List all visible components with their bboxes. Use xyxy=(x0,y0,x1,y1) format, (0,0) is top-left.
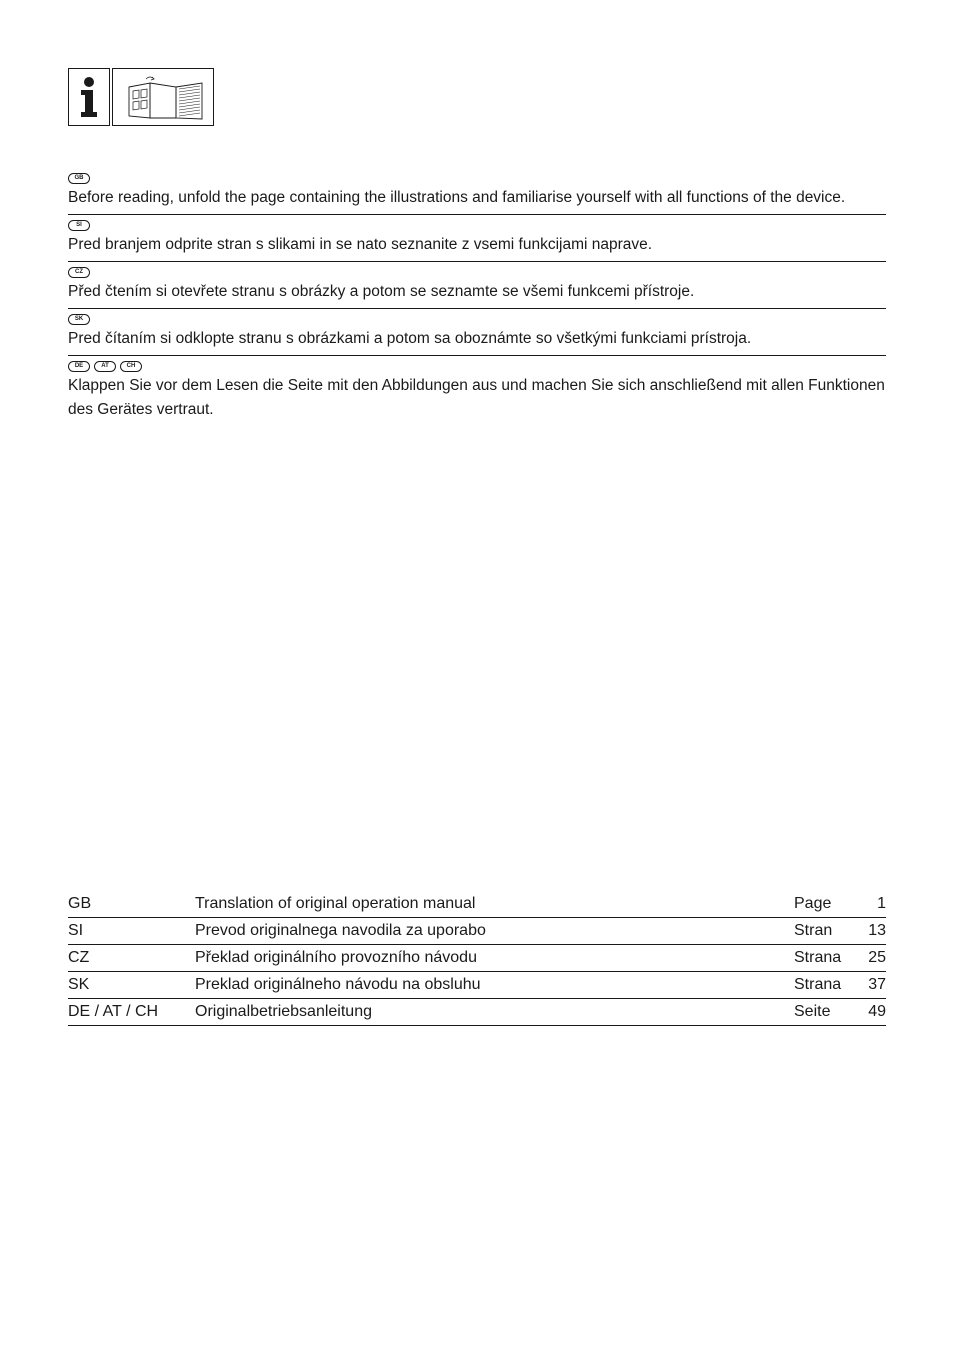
note-si xyxy=(68,214,886,261)
toc-language-code: GB xyxy=(68,891,195,918)
language-badges xyxy=(68,219,886,232)
note-text: Pred čítaním si odklopte stranu s obrázkami a potom sa oboznámte so všetkými funkciami prístroja. xyxy=(68,330,752,347)
toc-title: Prevod originalnega navodila za uporabo xyxy=(195,918,794,945)
info-icon xyxy=(68,68,110,126)
language-badge: GB xyxy=(68,173,90,184)
toc-row xyxy=(68,945,886,972)
toc-row xyxy=(68,999,886,1026)
toc-title: Translation of original operation manual xyxy=(195,891,794,918)
toc-page-number: 25 xyxy=(856,945,886,972)
toc-page-number: 13 xyxy=(856,918,886,945)
toc-page-word: Strana xyxy=(794,972,856,999)
language-badge: CH xyxy=(120,361,142,372)
language-badge: DE xyxy=(68,361,90,372)
language-badge: SK xyxy=(68,314,90,325)
language-badge: SI xyxy=(68,220,90,231)
toc-row xyxy=(68,972,886,999)
toc-language-code: SK xyxy=(68,972,195,999)
language-notes xyxy=(68,168,886,426)
note-text: Pred branjem odprite stran s slikami in se nato seznanite z vsemi funkcijami naprave. xyxy=(68,236,653,253)
language-badge: AT xyxy=(94,361,116,372)
toc-row xyxy=(68,891,886,918)
toc-language-code: DE / AT / CH xyxy=(68,999,195,1026)
toc-title: Preklad originálneho návodu na obsluhu xyxy=(195,972,794,999)
note-text: Before reading, unfold the page containing the illustrations and familiarise yourself with all functions of the device. xyxy=(68,189,846,206)
note-gb xyxy=(68,168,886,214)
toc-page-word: Strana xyxy=(794,945,856,972)
language-badges xyxy=(68,360,886,373)
toc-title: Překlad originálního provozního návodu xyxy=(195,945,794,972)
language-badges xyxy=(68,313,886,326)
toc-row xyxy=(68,918,886,945)
toc-page-word: Seite xyxy=(794,999,856,1026)
toc-title: Originalbetriebsanleitung xyxy=(195,999,794,1026)
note-text: Před čtením si otevřete stranu s obrázky a potom se seznamte se všemi funkcemi přístroje. xyxy=(68,283,695,300)
table-of-contents xyxy=(68,891,886,1026)
toc-page-number: 49 xyxy=(856,999,886,1026)
language-badge: CZ xyxy=(68,267,90,278)
toc-page-number: 1 xyxy=(856,891,886,918)
note-de-at-ch xyxy=(68,355,886,426)
note-cz xyxy=(68,261,886,308)
toc-language-code: SI xyxy=(68,918,195,945)
note-text: Klappen Sie vor dem Lesen die Seite mit den Abbildungen aus und machen Sie sich anschließend mit allen Funktionen des Gerätes vertraut. xyxy=(68,377,885,418)
toc-language-code: CZ xyxy=(68,945,195,972)
toc-page-word: Stran xyxy=(794,918,856,945)
note-sk xyxy=(68,308,886,355)
toc-page-number: 37 xyxy=(856,972,886,999)
language-badges xyxy=(68,266,886,279)
language-badges xyxy=(68,172,886,185)
toc-page-word: Page xyxy=(794,891,856,918)
unfold-book-icon xyxy=(112,68,214,126)
header-icons xyxy=(68,68,214,126)
